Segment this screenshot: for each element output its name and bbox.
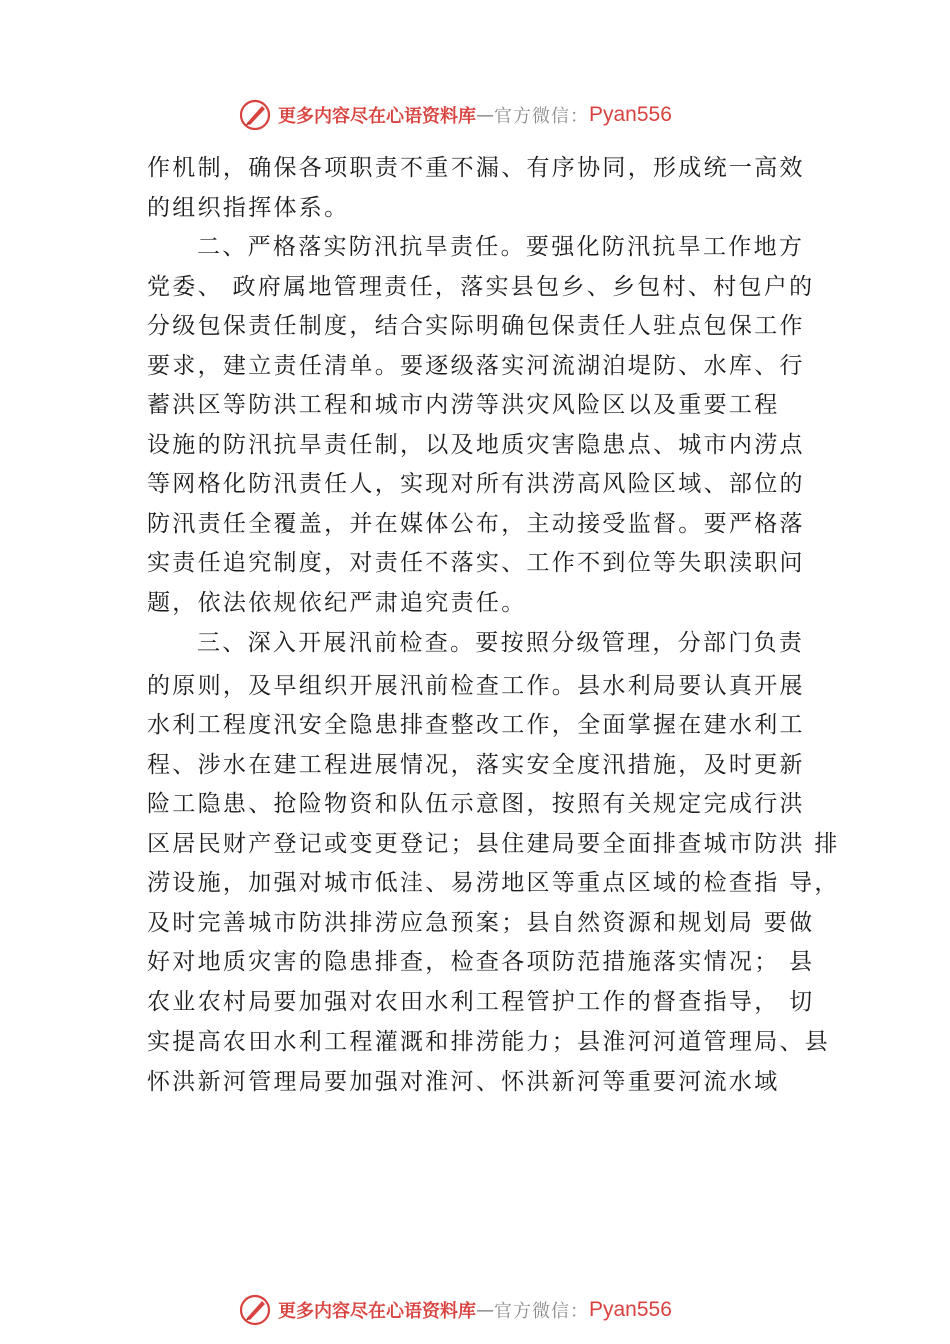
text-line: 农业农村局要加强对农田水利工程管护工作的督查指导， 切: [147, 989, 815, 1015]
text-line: 实责任追究制度，对责任不落实、工作不到位等失职渎职问: [147, 550, 805, 576]
text-line: 设施的防汛抗旱责任制，以及地质灾害隐患点、城市内涝点: [147, 432, 805, 458]
banner-title: 更多内容尽在心语资料库: [278, 106, 476, 127]
text-line: 党委、 政府属地管理责任，落实县包乡、乡包村、村包户的: [147, 274, 815, 300]
text-line: 险工隐患、抢险物资和队伍示意图，按照有关规定完成行洪: [147, 791, 805, 817]
banner-separator: —: [476, 104, 494, 126]
text-line: 等网格化防汛责任人，实现对所有洪涝高风险区域、部位的: [147, 471, 805, 497]
banner-wechat-label: 官方微信：: [494, 106, 589, 127]
text-line: 要求，建立责任清单。要逐级落实河流湖泊堤防、水库、行: [147, 353, 805, 379]
text-line: 分级包保责任制度，结合实际明确包保责任人驻点包保工作: [147, 313, 805, 339]
banner-wechat-id: Pyan556: [589, 103, 672, 126]
text-line: 实提高农田水利工程灌溉和排涝能力；县淮河河道管理局、县: [147, 1029, 831, 1055]
text-line: 好对地质灾害的隐患排查，检查各项防范措施落实情况； 县: [147, 949, 815, 975]
banner-title: 更多内容尽在心语资料库: [278, 1301, 476, 1322]
text-line: 区居民财产登记或变更登记；县住建局要全面排查城市防洪 排: [147, 831, 840, 857]
text-line: 防汛责任全覆盖，并在媒体公布，主动接受监督。要严格落: [147, 511, 805, 537]
paragraph-heading-2: 二、严格落实防汛抗旱责任。要强化防汛抗旱工作地方: [197, 234, 805, 260]
banner-wechat-label: 官方微信：: [494, 1301, 589, 1322]
text-line: 程、涉水在建工程进展情况，落实安全度汛措施，及时更新: [147, 752, 805, 778]
text-line: 蓄洪区等防洪工程和城市内涝等洪灾风险区以及重要工程: [147, 392, 780, 418]
pen-circle-logo-icon: [238, 1293, 272, 1327]
text-line: 及时完善城市防洪排涝应急预案；县自然资源和规划局 要做: [147, 910, 815, 936]
banner-separator: —: [476, 1299, 494, 1321]
text-line: 的原则，及早组织开展汛前检查工作。县水利局要认真开展: [147, 673, 805, 699]
paragraph-heading-3: 三、深入开展汛前检查。要按照分级管理，分部门负责: [197, 630, 805, 656]
banner-wechat-id: Pyan556: [589, 1298, 672, 1321]
text-line: 怀洪新河管理局要加强对淮河、怀洪新河等重要河流水域: [147, 1069, 780, 1095]
text-line: 作机制，确保各项职责不重不漏、有序协同，形成统一高效: [147, 155, 805, 181]
text-line: 的组织指挥体系。: [147, 195, 350, 221]
text-line: 涝设施，加强对城市低洼、易涝地区等重点区域的检查指 导，: [147, 870, 840, 896]
text-line: 题，依法依规依纪严肃追究责任。: [147, 590, 527, 616]
text-line: 水利工程度汛安全隐患排查整改工作，全面掌握在建水利工: [147, 712, 805, 738]
footer-banner: [238, 1292, 672, 1328]
